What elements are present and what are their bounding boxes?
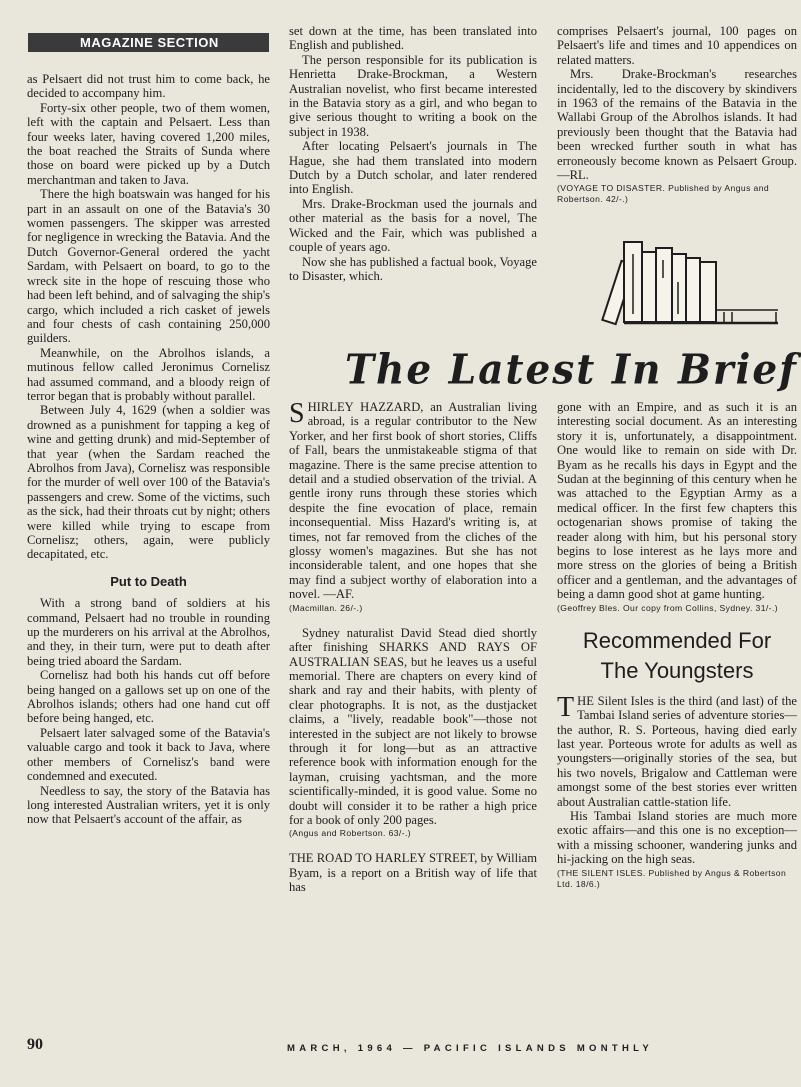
recommended-heading bbox=[557, 626, 797, 686]
paragraph: The person responsible for its publication is Henrietta Drake-Brockman, a Western Australian novelist, who first became interested in the Batavia story as a girl, and who began to give serious thought to writing a book on the subject in 1938. bbox=[289, 52, 537, 139]
paragraph bbox=[557, 691, 797, 809]
paragraph: Forty-six other people, two of them women, left with the captain and Pelsaert. Less than four weeks later, having covered 1,200 miles, the boat reached the Straits of Sunda where those on board were picked up by a Dutch merchantman and taken to Java. bbox=[27, 100, 270, 187]
section-banner: MAGAZINE SECTION bbox=[28, 33, 269, 52]
article-column-2 bbox=[289, 24, 537, 283]
paragraph: His Tambai Island stories are much more exotic affairs—and this one is no exception—with a missing schooner, wandering junks and hi-jacking on the high seas. bbox=[557, 808, 797, 867]
heading-line: Recommended For bbox=[582, 627, 772, 653]
drop-cap: T bbox=[557, 691, 575, 723]
footer-issue-line: MARCH, 1964 — PACIFIC ISLANDS MONTHLY bbox=[287, 1043, 654, 1054]
paragraph: Mrs. Drake-Brockman's researches incidentally, led to the discovery by skindivers in 1963 of the remains of the Batavia in the Wallabi Group of the Abrolhos islands. It had previously been thought that the Batavia had been wrecked further south in what has erroneously become known as Pelsaert Group.—RL. bbox=[557, 67, 797, 183]
paragraph: There the high boatswain was hanged for his part in an assault on one of the Batavia's 30 women passengers. The skipper was arrested for negligence in wrecking the Batavia. And the Dutch Governor-General ordered the yacht Sardam, with Pelsaert on board, to go to the wreck site in the hope of rescuing those who had been left behind, and of salvaging the ship's cargo, which included a rich casket of jewels and four chests of cash containing 250,000 guilders. bbox=[27, 187, 270, 346]
book-credit: (Angus and Robertson. 63/-.) bbox=[289, 828, 412, 839]
paragraph: as Pelsaert did not trust him to come back, he decided to accompany him. bbox=[27, 72, 270, 101]
book-credit: (VOYAGE TO DISASTER. Published by Angus and Robertson. 42/-.) bbox=[557, 183, 770, 205]
paragraph: Now she has published a factual book, Voyage to Disaster, which. bbox=[289, 254, 537, 283]
paragraph bbox=[289, 400, 537, 602]
paragraph: Between July 4, 1629 (when a soldier was drowned as a punishment for tapping a keg of wine and getting drunk) and mid-September of that year (when the Sardam reached the Abrolhos from Java), Cornelisz was responsible for the murder of well over 100 of the Batavia's passengers and crew. Some of the victims, such as the sick, had their throats cut by night; others were killed while trying to escape from Cornelisz; others, again, were publicly decapitated, etc. bbox=[27, 403, 270, 562]
paragraph: set down at the time, has been translated into English and published. bbox=[289, 24, 537, 53]
subheading: Put to Death bbox=[110, 573, 187, 589]
paragraph: Sydney naturalist David Stead died shortly after finishing SHARKS AND RAYS OF AUSTRALIAN SEAS, but he leaves us a useful memorial. There are chapters on every kind of shark and ray and their habits, with plenty of clear photographs. It is not, as the dustjacket claims, a "lively, readable book"—those not interested in the subject are not likely to browse through it for long—but as an attractive reference book with information enough for the layman, cruising yachtsman, and the more scientifically-minded, it is good value. Some no doubt will consider it to be rather a high price for a book of only 200 pages. bbox=[289, 625, 537, 827]
paragraph-text: HE Silent Isles is the third (and last) of the Tambai Island series of adventure stories—the author, R. S. Porteous, having died early last year. Porteous wrote for adults as well as youngsters—originally stories of the sea, but his two novels, Brigalow and Cattleman were amongst some of the best stories ever written about Australian cattle-station life. bbox=[557, 693, 797, 809]
article-column-4 bbox=[289, 400, 537, 895]
article-column-1 bbox=[27, 72, 270, 827]
paragraph: With a strong band of soldiers at his command, Pelsaert had no trouble in rounding up the murderers on his arrival at the Abrolhos, and they, in their turn, were put to death after being tried aboard the Sardam. bbox=[27, 596, 270, 668]
paragraph: Cornelisz had both his hands cut off before being hanged on a gallows set up on one of the Abrolhos islands; others had one hand cut off before being hanged, etc. bbox=[27, 668, 270, 726]
article-column-5 bbox=[557, 400, 797, 902]
section-title: The Latest In Brief bbox=[345, 345, 798, 395]
book-credit: (Geoffrey Bles. Our copy from Collins, Sydney. 31/-.) bbox=[557, 602, 778, 613]
paragraph: comprises Pelsaert's journal, 100 pages on Pelsaert's life and times and 10 appendices on related matters. bbox=[557, 24, 797, 67]
paragraph: Meanwhile, on the Abrolhos islands, a mutinous fellow called Jeronimus Cornelisz had assumed command, and a bloody reign of terror began that is probably without parallel. bbox=[27, 345, 270, 403]
paragraph-text: HIRLEY HAZZARD, an Australian living abroad, is a regular contributor to the New Yorker, and her first book of short stories, Cliffs of Fall, bears the unmistakeable stigma of that magazine. There is the same precise attention to detail and a studied observation of the trivial. A gentle irony runs through these stories which despite the fine evocation of place, remain inconsequential. Miss Hazard's writing is, at times, not far removed from the cliches of the glossy women's magazines. But she has not inconsiderable talent, and one hopes that she may find a subject worthy of elaboration into a novel. —AF. bbox=[289, 400, 537, 602]
article-column-3 bbox=[557, 24, 797, 217]
heading-line: The Youngsters bbox=[600, 657, 754, 683]
paragraph: Mrs. Drake-Brockman used the journals and other material as the basis for a novel, The Wicked and the Fair, which was published a couple of years ago. bbox=[289, 196, 537, 255]
page-number: 90 bbox=[27, 1036, 43, 1053]
paragraph: Needless to say, the story of the Batavia has long interested Australian writers, yet it is only now that Pelsaert's account of the affair, as bbox=[27, 783, 270, 827]
books-on-shelf-icon bbox=[600, 238, 780, 326]
book-credit: (THE SILENT ISLES. Published by Angus & Robertson Ltd. 18/6.) bbox=[557, 867, 787, 889]
paragraph: THE ROAD TO HARLEY STREET, by William Byam, is a report on a British way of life that has bbox=[289, 851, 537, 895]
paragraph: After locating Pelsaert's journals in The Hague, she had them translated into modern Dutch by a Dutch scholar, and later rendered into English. bbox=[289, 139, 537, 197]
drop-cap: S bbox=[289, 398, 305, 429]
book-credit: (Macmillan. 26/-.) bbox=[289, 602, 363, 613]
paragraph: gone with an Empire, and as such it is an interesting social document. As an interesting story it is, unfortunately, a disappointment. One would like to remain on side with Dr. Byam as he recalls his days in Egypt and the Sudan at the beginning of this century when he was attached to the Egyptian Army as a medical officer. In the first few chapters this octogenarian shows promise of taking the reader along with him, but his personal story begins to lose interest as he lays more and more stress on the glories of being a British officer and a gentleman, and the advantages of being a damn good shot at game hunting. bbox=[557, 400, 797, 602]
paragraph: Pelsaert later salvaged some of the Batavia's valuable cargo and took it back to Java, where other members of Cornelisz's band were condemned and executed. bbox=[27, 725, 270, 784]
